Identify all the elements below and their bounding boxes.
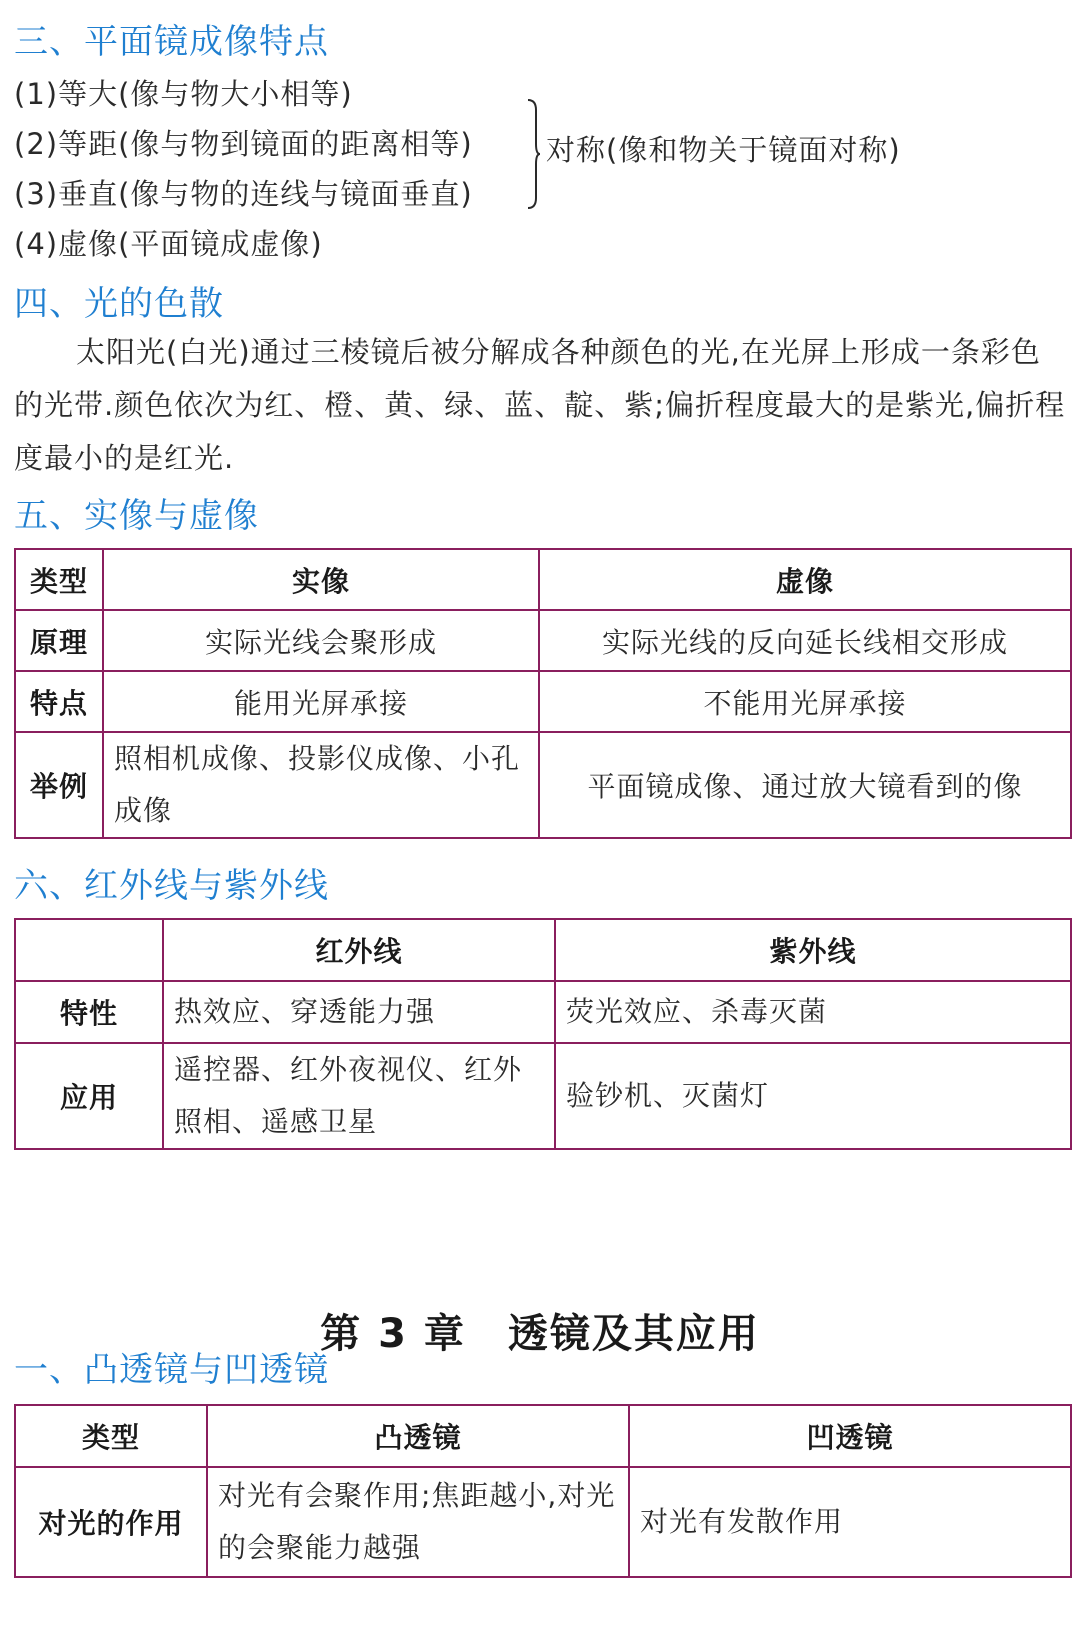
table-cell: 实际光线会聚形成 bbox=[103, 610, 539, 671]
infrared-ultraviolet-table bbox=[14, 918, 1072, 1150]
section3-item-1: (1)等大(像与物大小相等) bbox=[14, 77, 353, 111]
section5-title: 五、实像与虚像 bbox=[14, 496, 259, 536]
dispersion-paragraph: 太阳光(白光)通过三棱镜后被分解成各种颜色的光,在光屏上形成一条彩色的光带.颜色依次为红、橙、黄、绿、蓝、靛、紫;偏折程度最大的是紫光,偏折程度最小的是红光. bbox=[14, 335, 1066, 475]
table-row bbox=[15, 671, 1071, 732]
header-cell: 紫外线 bbox=[555, 919, 1071, 981]
table-cell: 遥控器、红外夜视仪、红外照相、遥感卫星 bbox=[163, 1043, 555, 1149]
chapter-title: 第 3 章 透镜及其应用 bbox=[320, 1311, 760, 1357]
table-row bbox=[15, 732, 1071, 838]
table-row bbox=[15, 981, 1071, 1043]
table-row bbox=[15, 610, 1071, 671]
section3-item-3: (3)垂直(像与物的连线与镜面垂直) bbox=[14, 177, 473, 211]
section6-title: 六、红外线与紫外线 bbox=[14, 866, 329, 906]
table-header-row bbox=[15, 919, 1071, 981]
section3-item-2: (2)等距(像与物到镜面的距离相等) bbox=[14, 127, 473, 161]
header-cell: 实像 bbox=[103, 549, 539, 610]
table-header-row bbox=[15, 1405, 1071, 1467]
symmetry-label: 对称(像和物关于镜面对称) bbox=[546, 133, 901, 167]
table-cell: 对光有会聚作用;焦距越小,对光的会聚能力越强 bbox=[207, 1467, 629, 1577]
section3-title: 三、平面镜成像特点 bbox=[14, 22, 329, 62]
header-cell bbox=[15, 919, 163, 981]
row-label: 特点 bbox=[15, 671, 103, 732]
table-header-row bbox=[15, 549, 1071, 610]
header-cell: 类型 bbox=[15, 549, 103, 610]
row-label: 特性 bbox=[15, 981, 163, 1043]
row-label: 对光的作用 bbox=[15, 1467, 207, 1577]
table-row bbox=[15, 1467, 1071, 1577]
table-cell: 能用光屏承接 bbox=[103, 671, 539, 732]
header-cell: 凹透镜 bbox=[629, 1405, 1071, 1467]
table-cell: 对光有发散作用 bbox=[629, 1467, 1071, 1577]
row-label: 应用 bbox=[15, 1043, 163, 1149]
row-label: 原理 bbox=[15, 610, 103, 671]
header-cell: 凸透镜 bbox=[207, 1405, 629, 1467]
section3-item-4: (4)虚像(平面镜成虚像) bbox=[14, 227, 323, 261]
curly-brace-icon bbox=[527, 98, 541, 210]
lens-table bbox=[14, 1404, 1072, 1578]
table-cell: 荧光效应、杀毒灭菌 bbox=[555, 981, 1071, 1043]
header-cell: 红外线 bbox=[163, 919, 555, 981]
real-virtual-image-table bbox=[14, 548, 1072, 839]
row-label: 举例 bbox=[15, 732, 103, 838]
table-cell: 照相机成像、投影仪成像、小孔成像 bbox=[103, 732, 539, 838]
lens-section-title: 一、凸透镜与凹透镜 bbox=[14, 1350, 329, 1390]
section4-title: 四、光的色散 bbox=[14, 284, 224, 324]
table-row bbox=[15, 1043, 1071, 1149]
table-cell: 验钞机、灭菌灯 bbox=[555, 1043, 1071, 1149]
header-cell: 虚像 bbox=[539, 549, 1071, 610]
table-cell: 热效应、穿透能力强 bbox=[163, 981, 555, 1043]
table-cell: 平面镜成像、通过放大镜看到的像 bbox=[539, 732, 1071, 838]
table-cell: 不能用光屏承接 bbox=[539, 671, 1071, 732]
header-cell: 类型 bbox=[15, 1405, 207, 1467]
table-cell: 实际光线的反向延长线相交形成 bbox=[539, 610, 1071, 671]
